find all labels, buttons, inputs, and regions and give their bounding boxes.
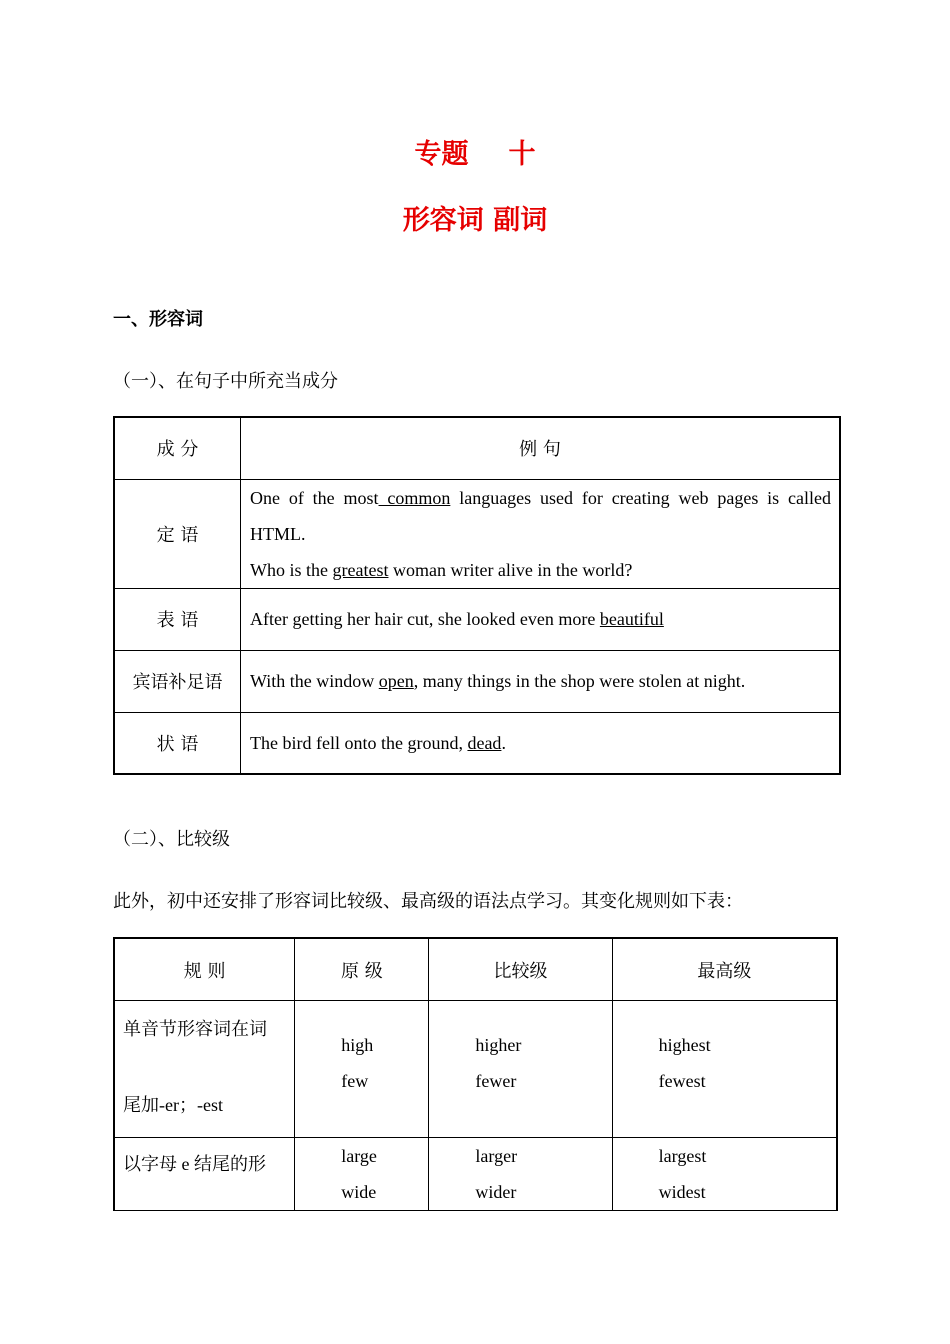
table-row: [114, 712, 840, 774]
title-topic-label: 专题: [414, 139, 469, 170]
example-cell: [241, 588, 841, 650]
underlined-adjective: dead: [467, 732, 502, 753]
role-cell: 定 语: [114, 479, 241, 588]
example-sentence: After getting her hair cut, she looked even more beautiful: [250, 609, 664, 629]
word: larger: [475, 1146, 518, 1166]
table-row: [114, 588, 840, 650]
word: few: [341, 1071, 369, 1091]
rule-line: 尾加-er；-est: [123, 1095, 223, 1116]
underlined-adjective: greatest: [332, 559, 389, 580]
example-cell: [241, 712, 841, 774]
table-row: [114, 1138, 837, 1211]
superlative-cell: [612, 1001, 837, 1138]
header-example: 例 句: [241, 417, 841, 479]
example-cell: [241, 479, 841, 588]
word: wider: [475, 1182, 517, 1202]
example-sentence: With the window open, many things in the shop were stolen at night.: [250, 671, 746, 691]
role-cell: 状 语: [114, 712, 241, 774]
header-rule: 规 则: [114, 938, 295, 1001]
comparative-cell: [429, 1001, 612, 1138]
rule-line: 单音节形容词在词: [123, 1019, 267, 1040]
example-sentence: Who is the greatest woman writer alive in the world?: [250, 559, 633, 580]
underlined-adjective: beautiful: [599, 609, 664, 629]
table-row: [114, 1001, 837, 1138]
example-sentence: The bird fell onto the ground, dead.: [250, 732, 506, 753]
example-sentence: One of the most common languages used for creating web pages is called HTML.: [250, 487, 831, 544]
word: higher: [475, 1035, 522, 1055]
comparative-cell: [429, 1138, 612, 1211]
table-header-row: [114, 938, 837, 1001]
word: high: [341, 1035, 374, 1055]
page-title-line1: [0, 132, 950, 171]
positive-cell: [295, 1001, 429, 1138]
subsection-heading-sentence-roles: （一）、在句子中所充当成分: [113, 371, 338, 392]
rule-cell: [114, 1001, 295, 1138]
header-role: 成 分: [114, 417, 241, 479]
table-header-row: [114, 417, 840, 479]
intro-paragraph: 此外，初中还安排了形容词比较级、最高级的语法点学习。其变化规则如下表：: [113, 891, 743, 912]
section-heading-adjectives: 一、形容词: [113, 309, 203, 330]
word: widest: [658, 1182, 706, 1202]
table-row: [114, 650, 840, 712]
table-row: [114, 479, 840, 588]
word: fewer: [475, 1071, 517, 1091]
word: wide: [341, 1182, 377, 1202]
header-positive: 原 级: [295, 938, 429, 1001]
word: large: [341, 1146, 377, 1166]
role-cell: 表 语: [114, 588, 241, 650]
word: fewest: [658, 1071, 706, 1091]
comparison-rules-table: [113, 937, 838, 1211]
superlative-cell: [612, 1138, 837, 1211]
rule-cell: 以字母 e 结尾的形: [114, 1138, 295, 1211]
underlined-adjective: open: [378, 671, 414, 691]
positive-cell: [295, 1138, 429, 1211]
sentence-roles-table: [113, 416, 841, 775]
underlined-adjective: common: [378, 487, 451, 508]
word: largest: [658, 1146, 707, 1166]
header-superlative: 最高级: [612, 938, 837, 1001]
title-topic-number: 十: [508, 139, 536, 170]
page-title-line2: 形容词 副词: [402, 205, 548, 236]
subsection-heading-comparatives: （二）、比较级: [113, 829, 230, 850]
example-cell: [241, 650, 841, 712]
role-cell: 宾语补足语: [114, 650, 241, 712]
header-comparative: 比较级: [429, 938, 612, 1001]
word: highest: [658, 1035, 711, 1055]
